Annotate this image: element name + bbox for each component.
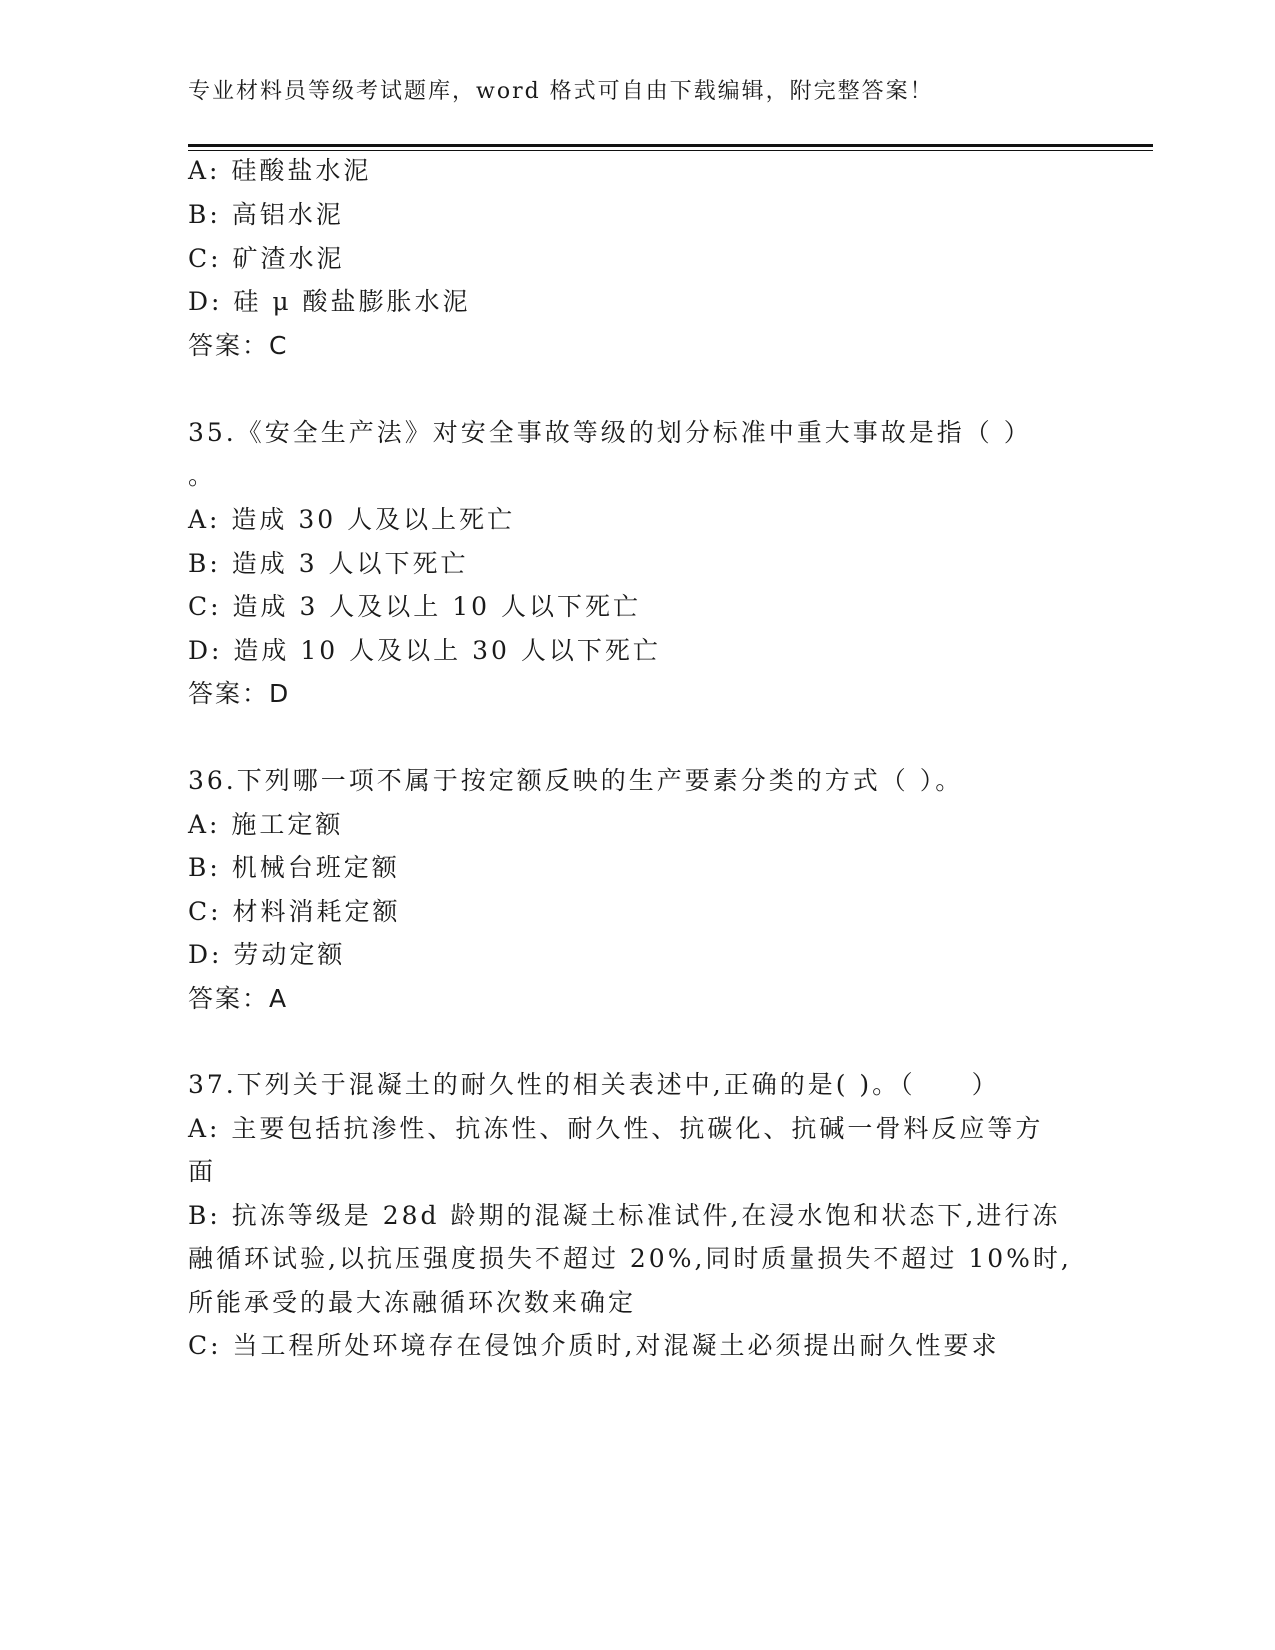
q35-option-b: B: 造成 3 人以下死亡 bbox=[188, 549, 469, 578]
q34-answer: 答案：C bbox=[188, 331, 289, 360]
q34-option-b: B: 高铝水泥 bbox=[188, 200, 344, 229]
page-header: 专业材料员等级考试题库，word 格式可自由下载编辑，附完整答案！ bbox=[188, 79, 934, 104]
header-rule-thick bbox=[188, 144, 1153, 147]
q36-option-a: A: 施工定额 bbox=[188, 810, 344, 839]
q35-option-d: D: 造成 10 人及以上 30 人以下死亡 bbox=[188, 636, 661, 665]
q37-option-b-line3: 所能承受的最大冻融循环次数来确定 bbox=[188, 1288, 637, 1317]
q36-option-c: C: 材料消耗定额 bbox=[188, 897, 401, 926]
q37-option-c: C: 当工程所处环境存在侵蚀介质时,对混凝土必须提出耐久性要求 bbox=[188, 1331, 1000, 1360]
q35-option-a: A: 造成 30 人及以上死亡 bbox=[188, 505, 516, 534]
q35-stem-cont: 。 bbox=[188, 461, 217, 490]
q37-stem: 37.下列关于混凝土的耐久性的相关表述中,正确的是( )。（ ） bbox=[188, 1070, 1000, 1099]
q34-option-c: C: 矿渣水泥 bbox=[188, 244, 345, 273]
q34-option-d: D: 硅 μ 酸盐膨胀水泥 bbox=[188, 287, 471, 316]
q37-option-b-line2: 融循环试验,以抗压强度损失不超过 20%,同时质量损失不超过 10%时, bbox=[188, 1244, 1072, 1273]
q37-option-b-line1: B: 抗冻等级是 28d 龄期的混凝土标准试件,在浸水饱和状态下,进行冻 bbox=[188, 1201, 1061, 1230]
q36-option-b: B: 机械台班定额 bbox=[188, 853, 400, 882]
q36-stem: 36.下列哪一项不属于按定额反映的生产要素分类的方式（ ）。 bbox=[188, 766, 964, 795]
q37-option-a-line2: 面 bbox=[188, 1157, 217, 1186]
q35-stem: 35.《安全生产法》对安全事故等级的划分标准中重大事故是指（ ） bbox=[188, 418, 1032, 447]
q36-answer: 答案：A bbox=[188, 984, 289, 1013]
q35-answer: 答案：D bbox=[188, 679, 291, 708]
q35-option-c: C: 造成 3 人及以上 10 人以下死亡 bbox=[188, 592, 642, 621]
q34-option-a: A: 硅酸盐水泥 bbox=[188, 156, 372, 185]
q36-option-d: D: 劳动定额 bbox=[188, 940, 346, 969]
header-rule-thin bbox=[188, 150, 1153, 151]
q37-option-a-line1: A: 主要包括抗渗性、抗冻性、耐久性、抗碳化、抗碱一骨料反应等方 bbox=[188, 1114, 1044, 1143]
